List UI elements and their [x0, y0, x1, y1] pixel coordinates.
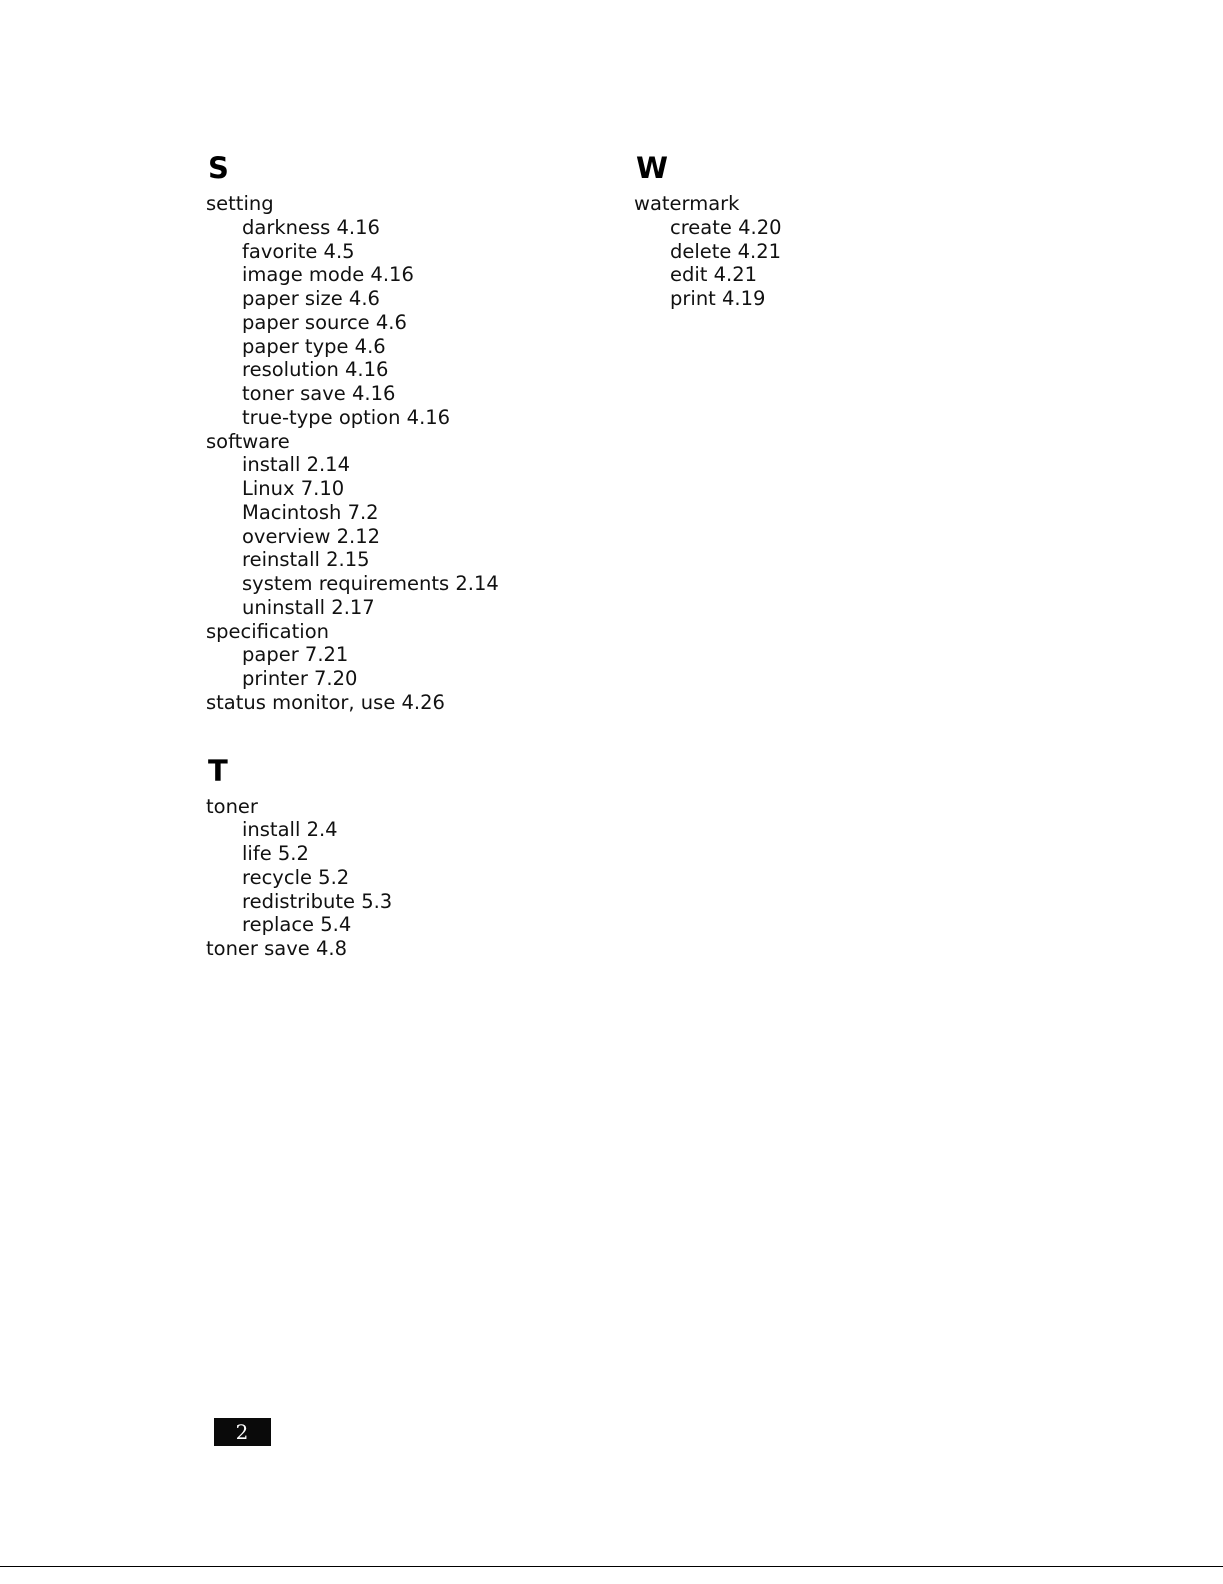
index-section [206, 753, 606, 961]
index-term: software [206, 429, 290, 453]
index-subentry: Macintosh 7.2 [242, 500, 379, 524]
index-subentry: edit 4.21 [670, 263, 758, 287]
index-subentry-list [206, 643, 606, 691]
index-subentry: paper 7.21 [242, 643, 349, 667]
index-entry [206, 795, 606, 938]
index-subentry: printer 7.20 [242, 667, 358, 690]
index-column-left [206, 150, 606, 961]
index-subentry: system requirements 2.14 [242, 572, 499, 595]
section-spacer [206, 715, 606, 753]
index-subentry: Linux 7.10 [242, 477, 345, 500]
index-term: toner save 4.8 [206, 937, 348, 960]
index-entry-list [206, 192, 606, 715]
index-subentry: create 4.20 [670, 215, 782, 239]
index-subentry: favorite 4.5 [242, 239, 355, 263]
section-letter-heading: S [208, 151, 229, 185]
index-subentry: toner save 4.16 [242, 382, 396, 405]
index-entry [206, 620, 606, 691]
index-subentry: paper source 4.6 [242, 310, 407, 334]
index-term: toner [206, 794, 258, 818]
index-entry [206, 937, 606, 961]
index-subentry: paper type 4.6 [242, 334, 386, 358]
index-entry [634, 192, 1034, 311]
index-subentry: recycle 5.2 [242, 865, 350, 889]
index-subentry: reinstall 2.15 [242, 548, 370, 572]
index-subentry: life 5.2 [242, 842, 309, 865]
index-subentry: redistribute 5.3 [242, 889, 393, 913]
section-letter-heading: W [636, 151, 668, 185]
index-subentry: resolution 4.16 [242, 358, 389, 382]
index-entry [206, 691, 606, 715]
bottom-border-line [0, 1566, 1223, 1567]
index-subentry: darkness 4.16 [242, 215, 380, 239]
index-entry-list [206, 795, 606, 961]
index-subentry-list [206, 818, 606, 937]
index-subentry: install 2.14 [242, 453, 350, 477]
section-letter-heading: T [208, 753, 228, 788]
index-section [634, 150, 1034, 311]
index-term: specification [206, 619, 329, 643]
index-subentry: paper size 4.6 [242, 287, 380, 310]
index-subentry-list [634, 216, 1034, 311]
index-term: status monitor, use 4.26 [206, 690, 445, 714]
index-entry [206, 192, 606, 430]
index-subentry: uninstall 2.17 [242, 595, 375, 619]
index-subentry: delete 4.21 [670, 239, 782, 263]
index-subentry-list [206, 453, 606, 619]
index-entry [206, 430, 606, 620]
index-subentry: overview 2.12 [242, 524, 381, 548]
index-subentry: replace 5.4 [242, 913, 352, 937]
index-subentry: true-type option 4.16 [242, 405, 451, 429]
index-subentry: install 2.4 [242, 818, 338, 842]
index-subentry-list [206, 216, 606, 430]
index-subentry: image mode 4.16 [242, 263, 414, 287]
index-entry-list [634, 192, 1034, 311]
index-term: watermark [634, 192, 740, 215]
index-subentry: print 4.19 [670, 287, 766, 310]
index-section [206, 150, 606, 715]
index-column-right [634, 150, 1034, 311]
index-term: setting [206, 192, 274, 215]
page-number-badge: 2 [214, 1418, 271, 1446]
